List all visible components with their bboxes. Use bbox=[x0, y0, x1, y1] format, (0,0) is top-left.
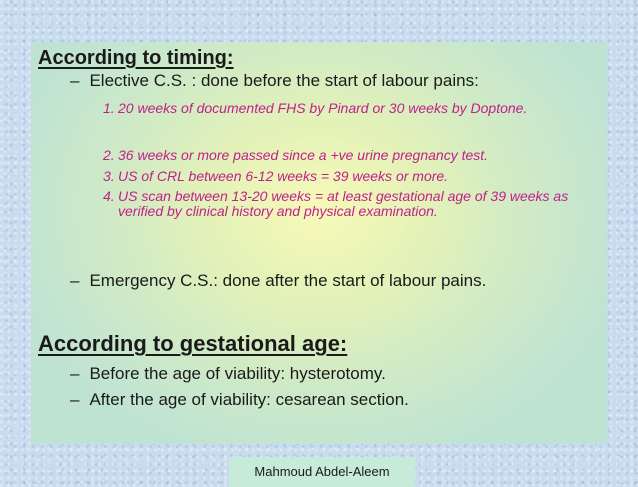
criterion-number: 4. bbox=[103, 188, 115, 204]
before-viability-text: Before the age of viability: hysterotomy. bbox=[89, 364, 386, 383]
criterion-text: US of CRL between 6-12 weeks = 39 weeks or more. bbox=[118, 168, 449, 184]
dash-marker: – bbox=[70, 364, 80, 383]
dash-marker: – bbox=[70, 390, 80, 409]
bullet-elective bbox=[70, 71, 479, 91]
criterion-2 bbox=[103, 148, 593, 163]
elective-text: Elective C.S. : done before the start of labour pains: bbox=[89, 71, 479, 90]
dash-marker: – bbox=[70, 271, 80, 290]
bullet-after-viability bbox=[70, 390, 409, 410]
criterion-4 bbox=[103, 189, 593, 219]
after-viability-text: After the age of viability: cesarean section. bbox=[89, 390, 409, 409]
bullet-emergency bbox=[70, 271, 486, 291]
criterion-number: 2. bbox=[103, 147, 115, 163]
criterion-3 bbox=[103, 169, 593, 184]
criterion-text: 20 weeks of documented FHS by Pinard or 30 weeks by Doptone. bbox=[118, 100, 528, 116]
criterion-text: US scan between 13-20 weeks = at least gestational age of 39 weeks as verified by clinical history and physical examination. bbox=[118, 188, 569, 219]
bullet-before-viability bbox=[70, 364, 386, 384]
heading-gestational-age: According to gestational age: bbox=[38, 331, 348, 356]
criterion-number: 1. bbox=[103, 100, 115, 116]
criterion-text: 36 weeks or more passed since a +ve urine pregnancy test. bbox=[118, 147, 489, 163]
dash-marker: – bbox=[70, 71, 80, 90]
criterion-number: 3. bbox=[103, 168, 115, 184]
emergency-text: Emergency C.S.: done after the start of labour pains. bbox=[89, 271, 487, 290]
heading-timing: According to timing: bbox=[38, 47, 234, 69]
criterion-1 bbox=[103, 101, 573, 116]
author-footer: Mahmoud Abdel-Aleem bbox=[229, 457, 415, 487]
